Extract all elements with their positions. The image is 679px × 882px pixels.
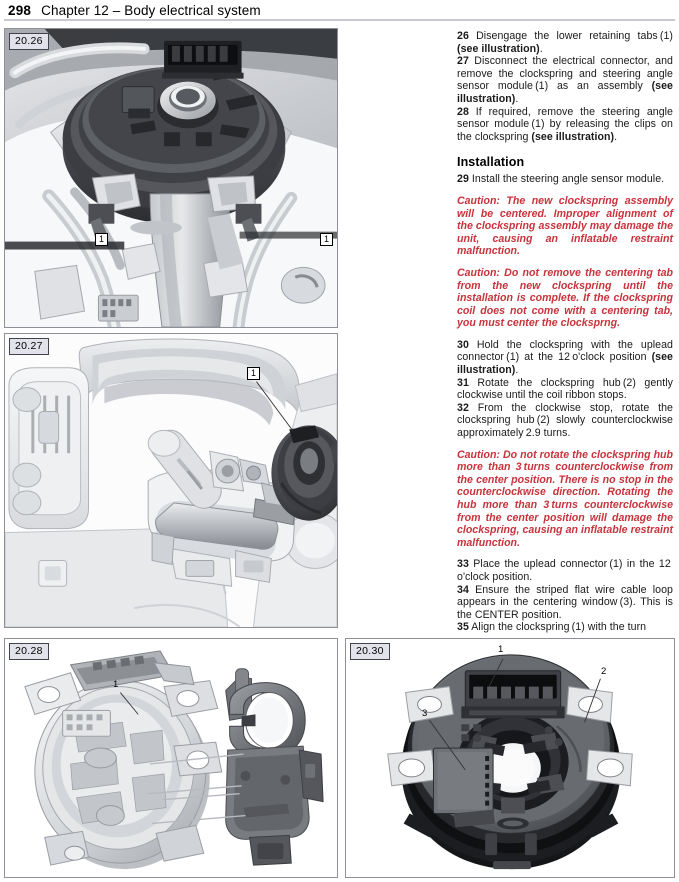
figure-20-26-artwork: [5, 29, 337, 327]
figure-label-20-30: 20.30: [350, 643, 390, 660]
step-30: [457, 339, 673, 377]
step-30-text-end: .: [515, 364, 519, 377]
step-34: [457, 584, 673, 622]
step-32-text: From the clockwise stop, rotate the clockspring hub (2) slowly counterclockwise approximately 2.9 turns.: [457, 401, 673, 440]
figure-20-27-artwork: [5, 334, 337, 627]
step-29: [457, 173, 673, 186]
step-28-number: 28: [457, 105, 469, 118]
step-30-see-illustration: (see illustration): [457, 351, 673, 377]
figure-20-28-artwork: [5, 639, 337, 877]
heading-installation: Installation: [457, 155, 525, 170]
caution-2: Caution: Do not remove the centering tab from the new clockspring until the installation is complete. If the clockspring coil does not come with a centering tab, you must center the clocksprng.: [457, 266, 673, 330]
step-26-text-end: .: [539, 42, 543, 55]
figure-20-30-artwork: [346, 639, 674, 877]
step-31: [457, 377, 673, 402]
step-27-number: 27: [457, 55, 469, 68]
step-31-text: Rotate the clockspring hub (2) gently clockwise until the coil ribbon stops.: [457, 376, 673, 402]
figure-20-28: [4, 638, 338, 878]
caution-3: Caution: Do not rotate the clockspring hub more than 3 turns counterclockwise from the center position. There is no stop in the counterclockwise direction. Rotating the hub more than 3 turns counterclockwise from the center position will damage the clockspring, causing an inflatable restraint malfunction.: [457, 448, 673, 549]
header-divider: [4, 19, 675, 21]
step-31-number: 31: [457, 376, 469, 389]
callout-20-26-1: 1: [95, 233, 108, 246]
instruction-text-column: [457, 30, 673, 634]
step-29-text: Install the steering angle sensor module.: [468, 173, 665, 186]
step-28-see-illustration: (see illustration): [531, 130, 615, 143]
chapter-title: Chapter 12 – Body electrical system: [41, 2, 261, 18]
step-32-number: 32: [457, 401, 469, 414]
step-27: [457, 55, 673, 105]
step-27-see-illustration: (see illustration): [457, 80, 673, 105]
figure-20-30: [345, 638, 675, 878]
step-34-text: Ensure the striped flat wire cable loop appears in the centering window (3). This is the CENTER position.: [457, 583, 673, 621]
step-30-number: 30: [457, 338, 469, 351]
step-29-number: 29: [457, 173, 469, 186]
callout-20-27-1: 1: [247, 367, 260, 380]
caution-1: Caution: The new clockspring assembly will be centered. Improper alignment of the clockspring assembly may damage the unit, causing an inflatable restraint malfunction.: [457, 194, 673, 258]
step-35-number: 35: [457, 621, 469, 634]
page-number: 298: [8, 2, 32, 18]
figure-20-27: [4, 333, 338, 628]
step-35: [457, 621, 673, 634]
step-27-text-end: .: [515, 92, 519, 105]
step-33-number: 33: [457, 558, 469, 571]
step-33: [457, 558, 673, 583]
callout-20-26-2: 1: [320, 233, 333, 246]
step-26-see-illustration: (see illustration): [457, 42, 540, 55]
page-header: [0, 0, 679, 20]
step-26: [457, 30, 673, 55]
figure-label-20-27: 20.27: [9, 338, 49, 355]
callout-20-30-3: 3: [422, 708, 428, 719]
step-28-text-end: .: [614, 130, 618, 143]
figure-20-26: [4, 28, 338, 328]
step-34-number: 34: [457, 583, 469, 596]
step-28-text: If required, remove the steering angle sensor module (1) by releasing the clips on the clockspring: [457, 105, 673, 143]
figure-label-20-28: 20.28: [9, 643, 49, 660]
step-26-number: 26: [457, 30, 469, 42]
step-33-text: Place the uplead connector (1) in the 12 o'clock position.: [457, 558, 673, 583]
step-35-text: Align the clockspring (1) with the turn: [468, 621, 647, 634]
step-28: [457, 106, 673, 144]
step-30-text: Hold the clockspring with the uplead connector (1) at the 12 o'clock position: [457, 338, 673, 364]
callout-20-28-1: 1: [113, 679, 119, 690]
step-27-text: Disconnect the electrical connector, and remove the clockspring and steering angle sensor module (1) as an assembly: [457, 55, 673, 93]
callout-20-30-1: 1: [498, 644, 504, 655]
callout-20-30-2: 2: [601, 666, 607, 677]
step-32: [457, 402, 673, 440]
step-26-text: Disengage the lower retaining tabs (1): [468, 30, 673, 42]
figure-label-20-26: 20.26: [9, 33, 49, 50]
